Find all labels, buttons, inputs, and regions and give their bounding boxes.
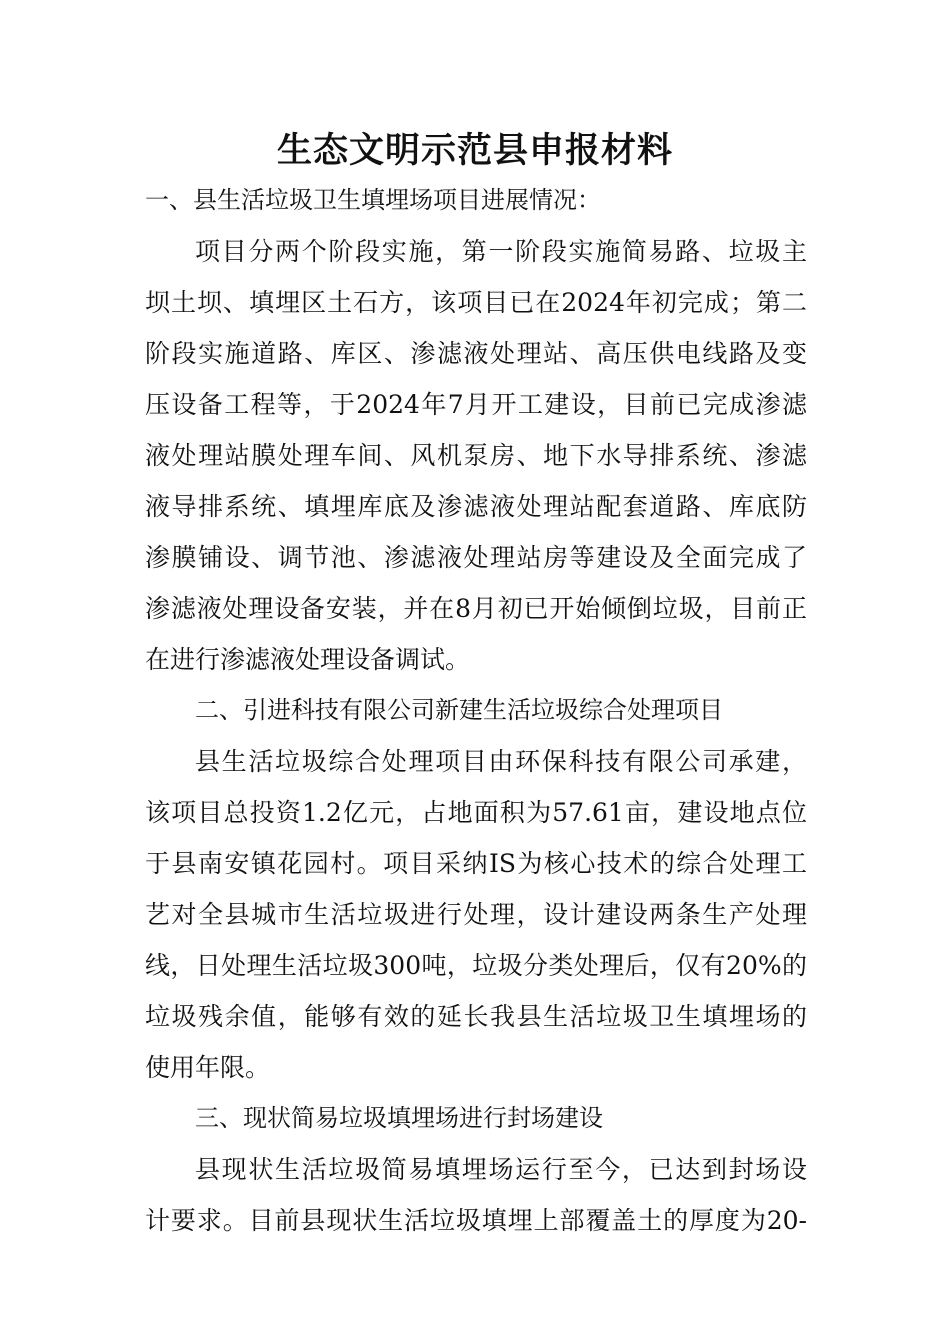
section-2-line-2: 该项目总投资1.2亿元，占地面积为57.61亩，建设地点位 <box>145 798 807 827</box>
section-2-line-7: 使用年限。 <box>145 1053 271 1082</box>
section-2-line-6: 垃圾残余值，能够有效的延长我县生活垃圾卫生填埋场的 <box>145 1002 807 1031</box>
section-1-line-7: 渗膜铺设、调节池、渗滤液处理站房等建设及全面完成了 <box>145 543 807 572</box>
section-1-line-4: 压设备工程等，于2024年7月开工建设，目前已完成渗滤 <box>145 390 807 419</box>
section-1-line-1: 项目分两个阶段实施，第一阶段实施简易路、垃圾主 <box>195 237 807 266</box>
section-2-line-1: 县生活垃圾综合处理项目由环保科技有限公司承建， <box>195 747 807 776</box>
section-1-line-2: 坝土坝、填埋区土石方，该项目已在2024年初完成；第二 <box>145 288 807 317</box>
section-1-line-6: 液导排系统、填埋库底及渗滤液处理站配套道路、库底防 <box>145 492 807 521</box>
section-2-heading: 二、引进科技有限公司新建生活垃圾综合处理项目 <box>195 696 723 724</box>
document-title: 生态文明示范县申报材料 <box>276 131 673 171</box>
section-3-heading: 三、现状简易垃圾填埋场进行封场建设 <box>195 1104 603 1132</box>
section-3-line-2: 计要求。目前县现状生活垃圾填埋上部覆盖土的厚度为20- <box>145 1206 807 1235</box>
section-1-line-8: 渗滤液处理设备安装，并在8月初已开始倾倒垃圾，目前正 <box>145 594 807 623</box>
document-body <box>145 175 807 1246</box>
section-1-line-5: 液处理站膜处理车间、风机泵房、地下水导排系统、渗滤 <box>145 441 807 470</box>
section-2-line-4: 艺对全县城市生活垃圾进行处理，设计建设两条生产处理 <box>145 900 807 929</box>
section-1-heading: 一、县生活垃圾卫生填埋场项目进展情况： <box>145 186 601 214</box>
section-1-line-3: 阶段实施道路、库区、渗滤液处理站、高压供电线路及变 <box>145 339 807 368</box>
section-2-line-5: 线，日处理生活垃圾300吨，垃圾分类处理后，仅有20%的 <box>145 951 807 980</box>
section-3-line-1: 县现状生活垃圾简易填埋场运行至今，已达到封场设 <box>195 1155 807 1184</box>
section-2-line-3: 于县南安镇花园村。项目采纳IS为核心技术的综合处理工 <box>145 849 807 878</box>
section-1-line-9: 在进行渗滤液处理设备调试。 <box>145 645 471 674</box>
